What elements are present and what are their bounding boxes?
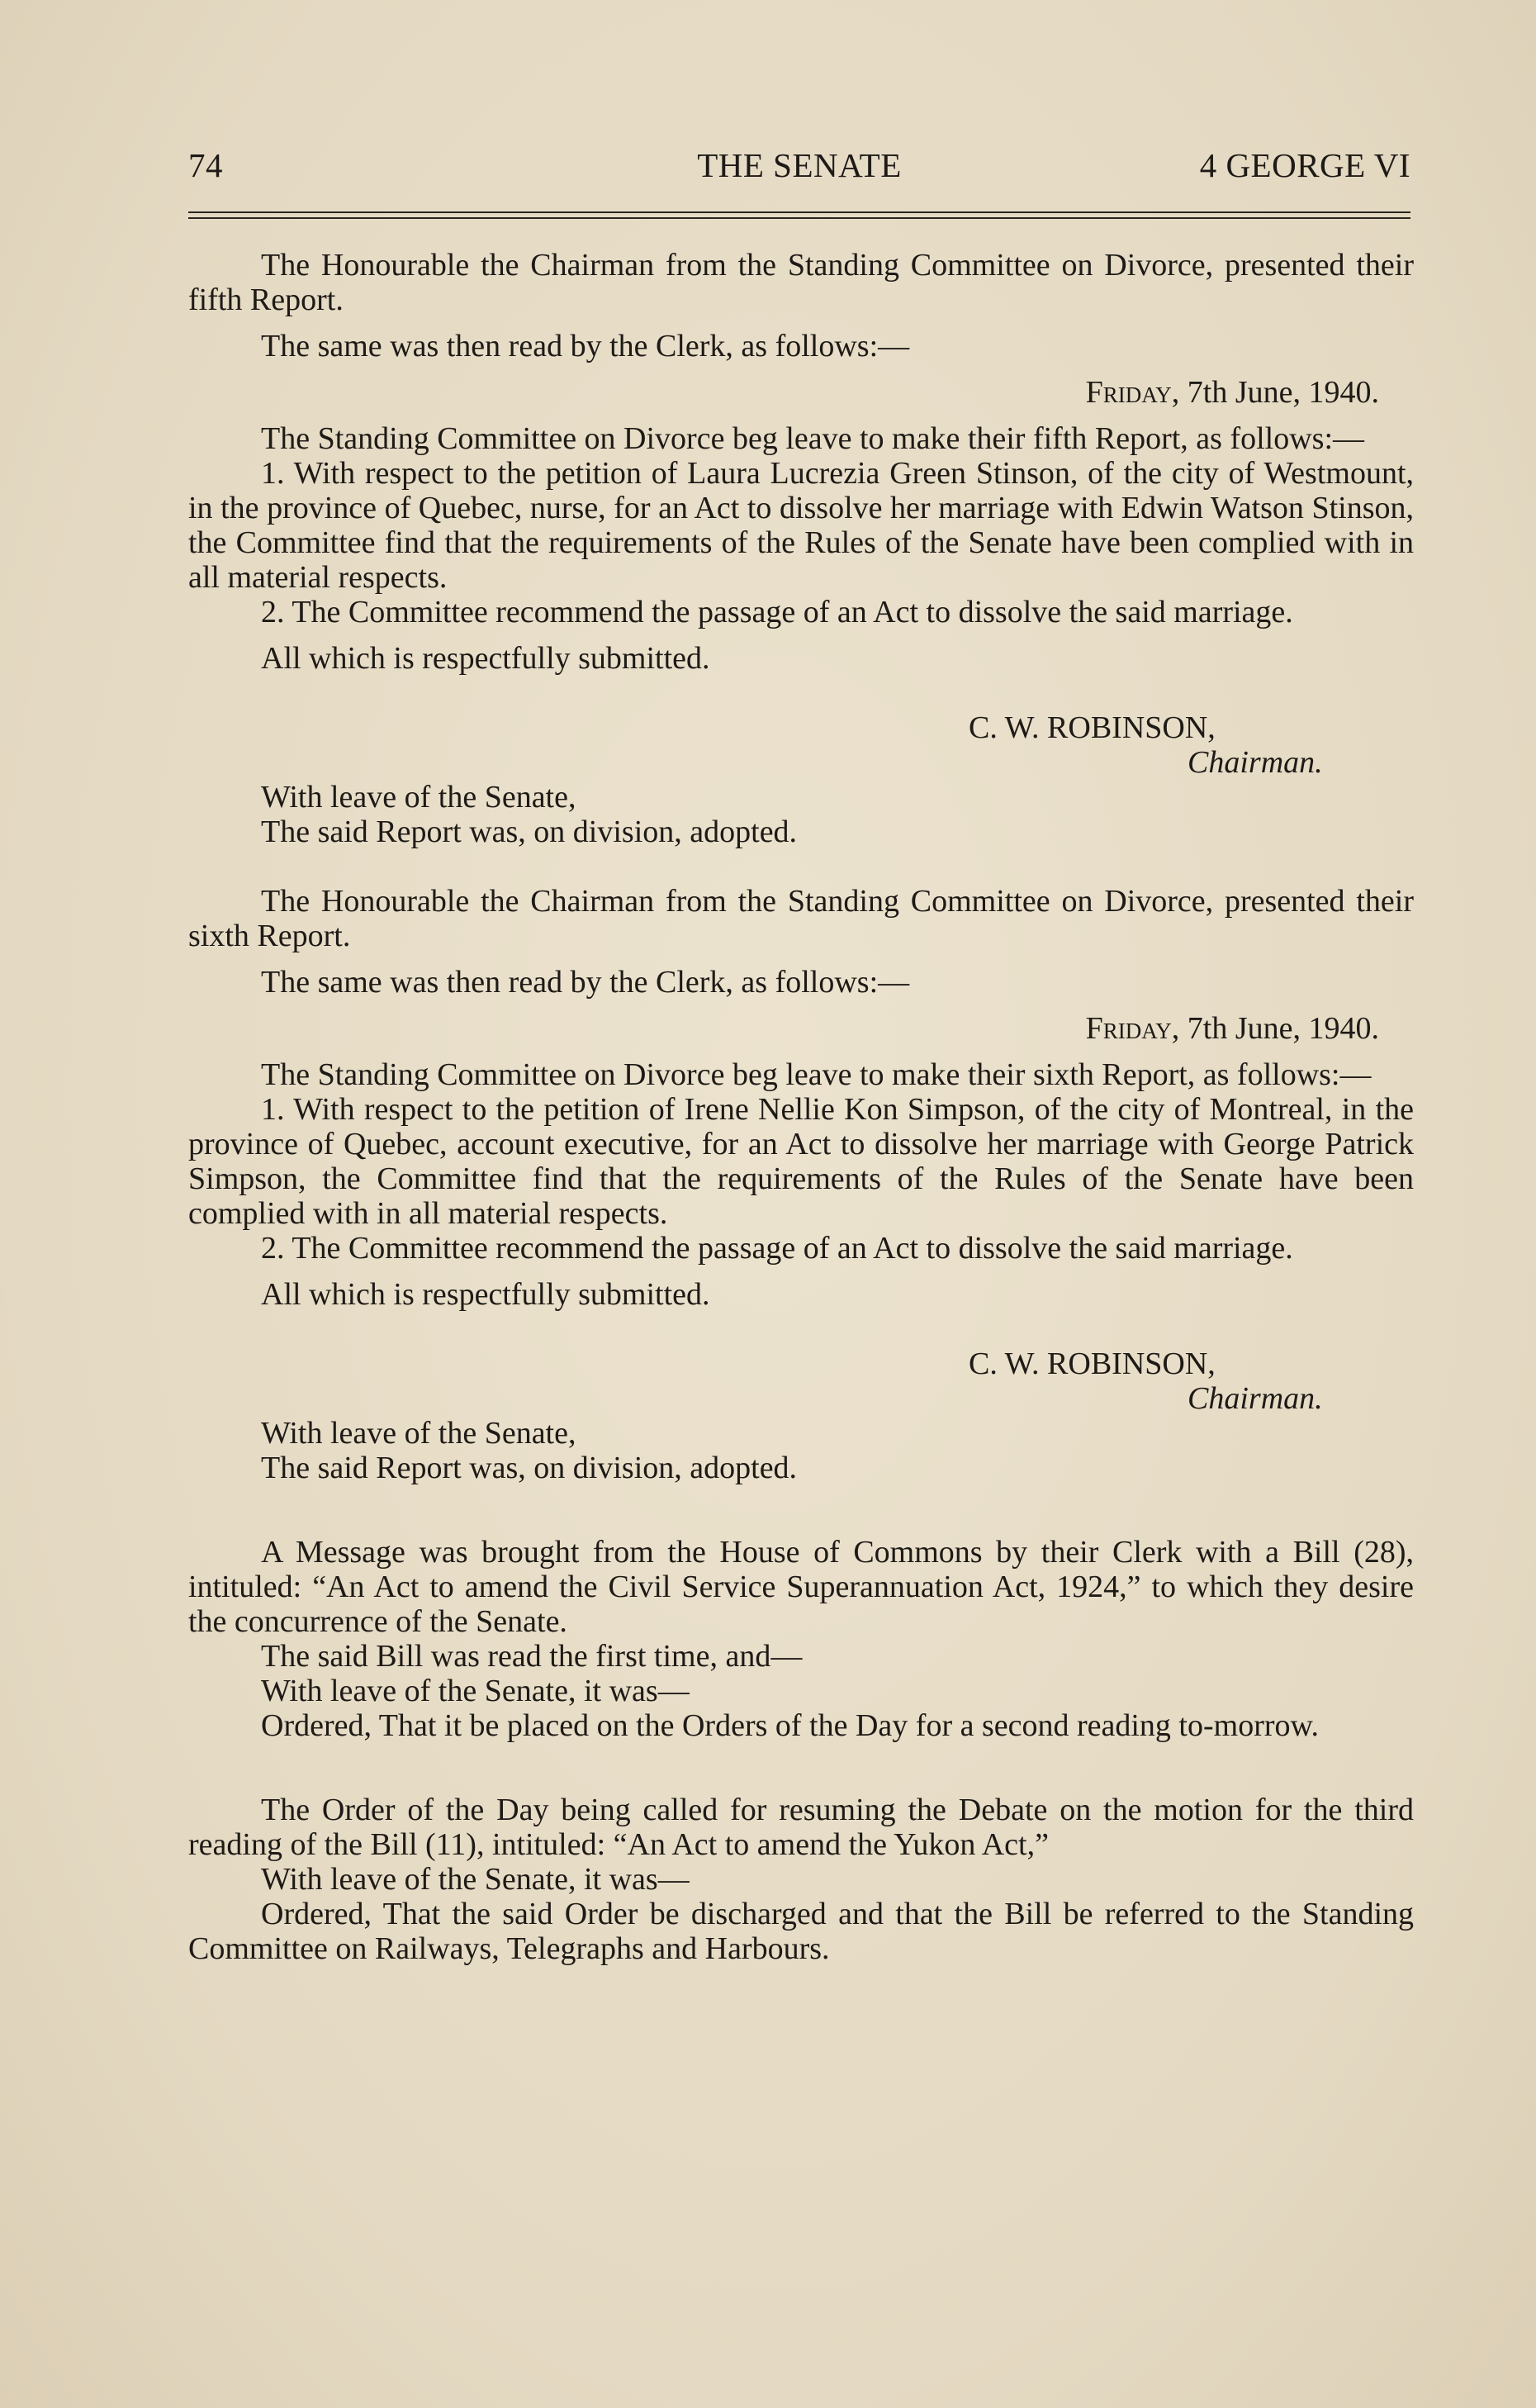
signature-name: C. W. ROBINSON, bbox=[969, 1346, 1216, 1381]
report-preamble: The Standing Committee on Divorce beg leave to make their fifth Report, as follows:— bbox=[261, 421, 1365, 456]
signature-name: C. W. ROBINSON, bbox=[969, 710, 1216, 745]
report-date-rest: 7th June, 1940. bbox=[1179, 375, 1379, 410]
report-item-2: 2. The Committee recommend the passage of an Act to dissolve the said marriage. bbox=[261, 1231, 1293, 1266]
report-read-line: The same was then read by the Clerk, as follows:— bbox=[261, 965, 910, 1000]
adopted-line: The said Report was, on division, adopted. bbox=[261, 1451, 798, 1485]
page-title: THE SENATE bbox=[697, 146, 902, 184]
report-item-1: 1. With respect to the petition of Laura Lucrezia Green Stinson, of the city of Westmount, in the province of Quebec, nurse, for an Act to dissolve her marriage with Edwin Watson Stinson, the Committee find that the requirements of the Rules of the Senate have been complied with in all material respects. bbox=[188, 456, 1414, 595]
reign-label: 4 GEORGE VI bbox=[1199, 146, 1410, 184]
ordered-line: Ordered, That it be placed on the Orders of the Day for a second reading to-morrow. bbox=[261, 1708, 1319, 1743]
signature-title: Chairman. bbox=[1188, 745, 1323, 780]
first-reading-line: The said Bill was read the first time, and— bbox=[261, 1639, 803, 1674]
signature-title: Chairman. bbox=[1188, 1381, 1323, 1416]
report-submitted: All which is respectfully submitted. bbox=[261, 641, 710, 676]
page-header bbox=[188, 145, 1410, 187]
leave-line: With leave of the Senate, bbox=[261, 1416, 576, 1451]
report-date-day: Friday, bbox=[1085, 1011, 1180, 1046]
report-date bbox=[188, 375, 1414, 410]
report-intro: The Honourable the Chairman from the Standing Committee on Divorce, presented their sixth Report. bbox=[188, 884, 1414, 953]
report-date bbox=[188, 1011, 1414, 1046]
header-rule-top bbox=[188, 211, 1410, 213]
fifth-report-section bbox=[188, 248, 1414, 849]
report-submitted: All which is respectfully submitted. bbox=[261, 1277, 710, 1312]
report-item-2: 2. The Committee recommend the passage of an Act to dissolve the said marriage. bbox=[261, 595, 1293, 629]
report-preamble: The Standing Committee on Divorce beg leave to make their sixth Report, as follows:— bbox=[261, 1057, 1372, 1092]
ordered-line: Ordered, That the said Order be discharged and that the Bill be referred to the Standing Committee on Railways, Telegraphs and Harbours. bbox=[188, 1897, 1414, 1966]
report-read-line: The same was then read by the Clerk, as follows:— bbox=[261, 329, 910, 363]
page-body bbox=[188, 248, 1414, 1966]
order-intro: The Order of the Day being called for resuming the Debate on the motion for the third reading of the Bill (11), intituled: “An Act to amend the Yukon Act,” bbox=[188, 1793, 1414, 1862]
page-number: 74 bbox=[188, 146, 223, 184]
header-rule-bottom bbox=[188, 217, 1410, 219]
order-of-day-section bbox=[188, 1793, 1414, 1966]
sixth-report-section bbox=[188, 884, 1414, 1485]
report-intro: The Honourable the Chairman from the Standing Committee on Divorce, presented their fifth Report. bbox=[188, 248, 1414, 317]
report-date-day: Friday, bbox=[1085, 375, 1180, 410]
message-intro: A Message was brought from the House of Commons by their Clerk with a Bill (28), intituled: “An Act to amend the Civil Service Superannuation Act, 1924,” to which they desire the concurrence of the Senate. bbox=[188, 1535, 1414, 1639]
commons-message-section bbox=[188, 1535, 1414, 1743]
report-item-1: 1. With respect to the petition of Irene Nellie Kon Simpson, of the city of Montreal, in the province of Quebec, account executive, for an Act to dissolve her marriage with George Patrick Simpson, the Committee find that the requirements of the Rules of the Senate have been complied with in all material respects. bbox=[188, 1092, 1414, 1231]
leave-line: With leave of the Senate, bbox=[261, 780, 576, 815]
adopted-line: The said Report was, on division, adopted. bbox=[261, 815, 798, 849]
report-date-rest: 7th June, 1940. bbox=[1179, 1011, 1379, 1046]
leave-line: With leave of the Senate, it was— bbox=[261, 1862, 690, 1897]
leave-line: With leave of the Senate, it was— bbox=[261, 1674, 690, 1708]
